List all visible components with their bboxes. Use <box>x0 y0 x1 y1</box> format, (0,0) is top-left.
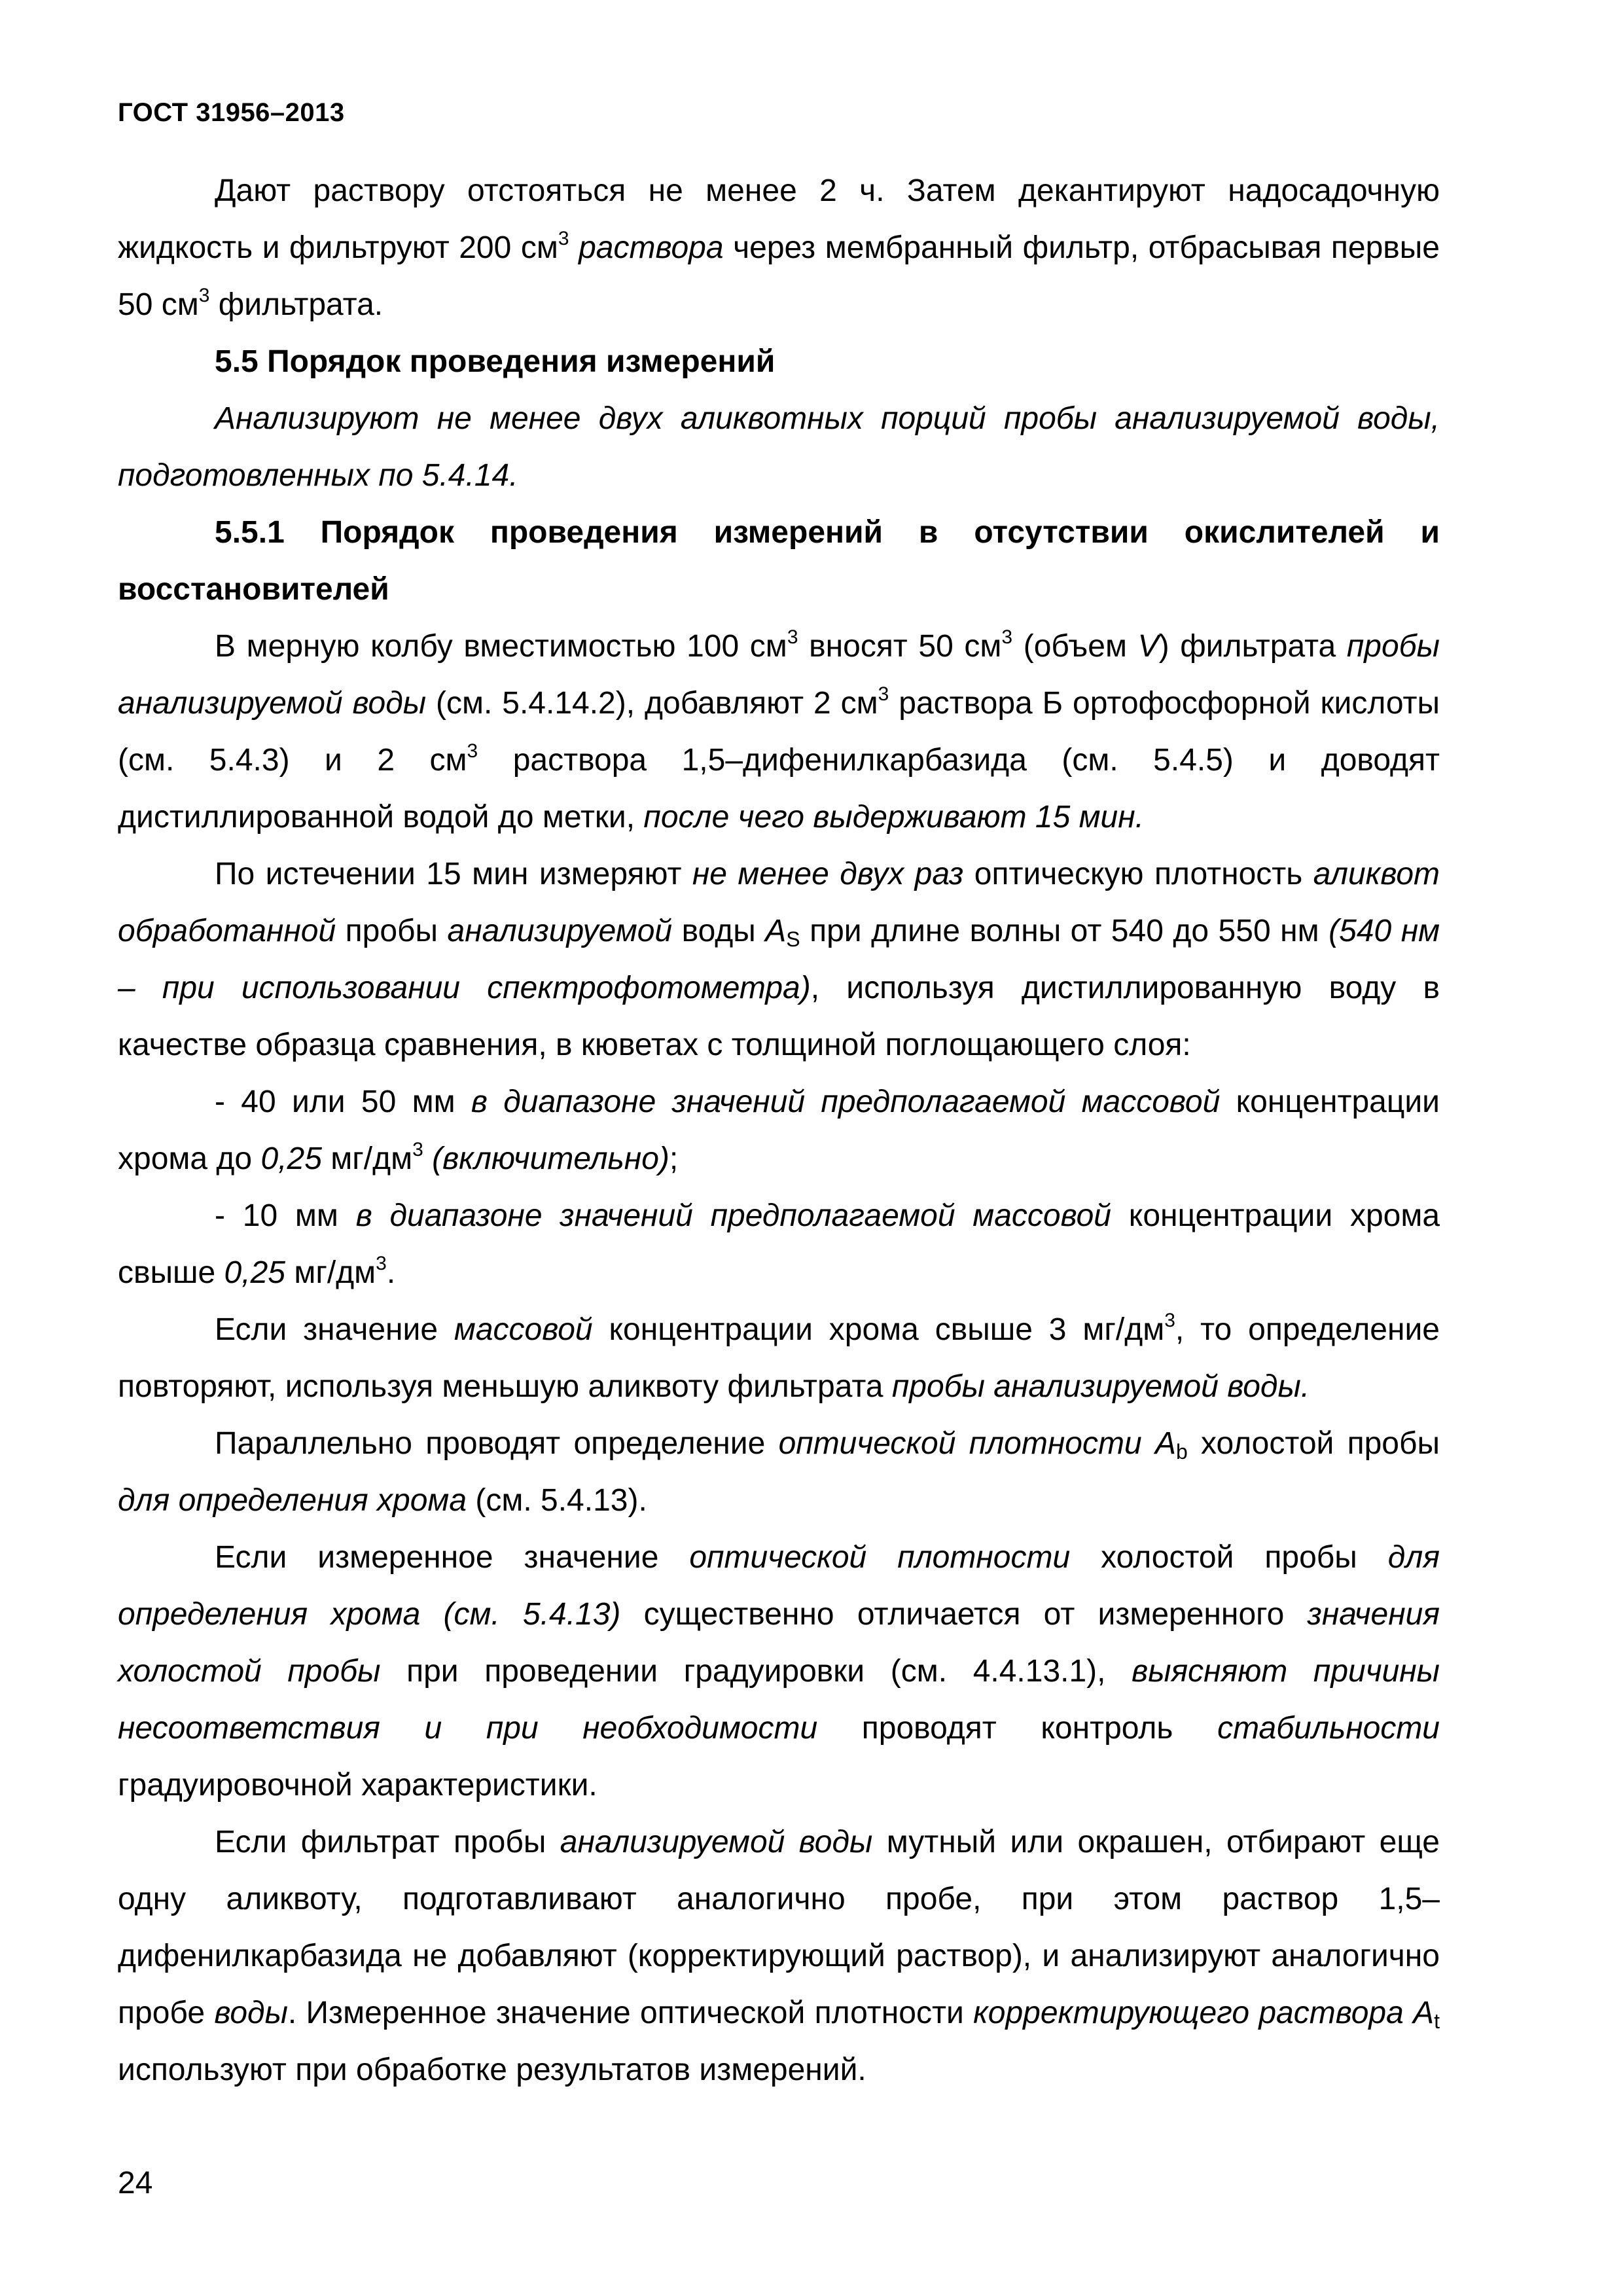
list-item-40-50mm: - 40 или 50 мм в диапазоне значений предполагаемой массовой концентрации хрома до 0,25 $мг/дм^3$ (включительно); <box>118 1085 1440 1176</box>
document-body <box>118 162 1440 2098</box>
paragraph-decanting: Дают раствору отстояться не менее 2 ч. Затем декантируют надосадочную жидкость и фильтруют 200 $см^3$ раствора через мембранный фильтр, отбрасывая первые 50 $см^3$ фильтрата. <box>118 173 1440 322</box>
section-heading-5-5: 5.5 Порядок проведения измерений <box>215 344 776 379</box>
paragraph-blank-mismatch: Если измеренное значение оптической плотности холостой пробы для определения хрома (см. 5.4.13) существенно отличается от измеренного значения холостой пробы при проведении градуировки (см. 4.4.13.1), выясняют причины несоответствия и при необходимости проводят контроль стабильности градуировочной характеристики. <box>118 1540 1440 1803</box>
paragraph-aliquots: Анализируют не менее двух аликвотных порций пробы анализируемой воды, подготовленных по 5.4.14. <box>118 401 1440 493</box>
paragraph-turbid-filtrate: Если фильтрат пробы анализируемой воды мутный или окрашен, отбирают еще одну аликвоту, подготавливают аналогично пробе, при этом раствор 1,5–дифенилкарбазида не добавляют (корректирующий раствор), и анализируют аналогично пробе воды. Измеренное значение оптической плотности корректирующего раствора $A_t$ используют при обработке результатов измерений. <box>118 1825 1440 2087</box>
list-item-10mm: - 10 мм в диапазоне значений предполагаемой массовой концентрации хрома свыше 0,25 $мг/дм^3$. <box>118 1198 1440 1290</box>
paragraph-concentration-above-3: Если значение массовой концентрации хрома свыше 3 $мг/дм^3$, то определение повторяют, используя меньшую аликвоту фильтрата пробы анализируемой воды. <box>118 1310 1440 1404</box>
section-heading-5-5-1: 5.5.1 Порядок проведения измерений в отсутствии окислителей и восстановителей <box>118 515 1440 607</box>
paragraph-blank-sample: Параллельно проводят определение оптической плотности $A_b$ холостой пробы для определения хрома (см. 5.4.13). <box>118 1426 1440 1518</box>
document-header: ГОСТ 31956–2013 <box>118 98 345 127</box>
paragraph-flask: В мерную колбу вместимостью 100 $см^3$ вносят 50 $см^3$ (объем V) фильтрата пробы анализируемой воды (см. 5.4.14.2), добавляют 2 $см^3$ раствора Б ортофосфорной кислоты (см. 5.4.3) и 2 $см^3$ раствора 1,5–дифенилкарбазида (см. 5.4.5) и доводят дистиллированной водой до метки, после чего выдерживают 15 мин. <box>118 626 1440 834</box>
page-number: 24 <box>118 2166 153 2200</box>
paragraph-optical-density: По истечении 15 мин измеряют не менее двух раз оптическую плотность аликвот обработанной пробы анализируемой воды $A_S$ при длине волны от 540 до 550 нм (540 нм – при использовании спектрофотометра), используя дистиллированную воду в качестве образца сравнения, в кюветах с толщиной поглощающего слоя: <box>118 857 1440 1062</box>
